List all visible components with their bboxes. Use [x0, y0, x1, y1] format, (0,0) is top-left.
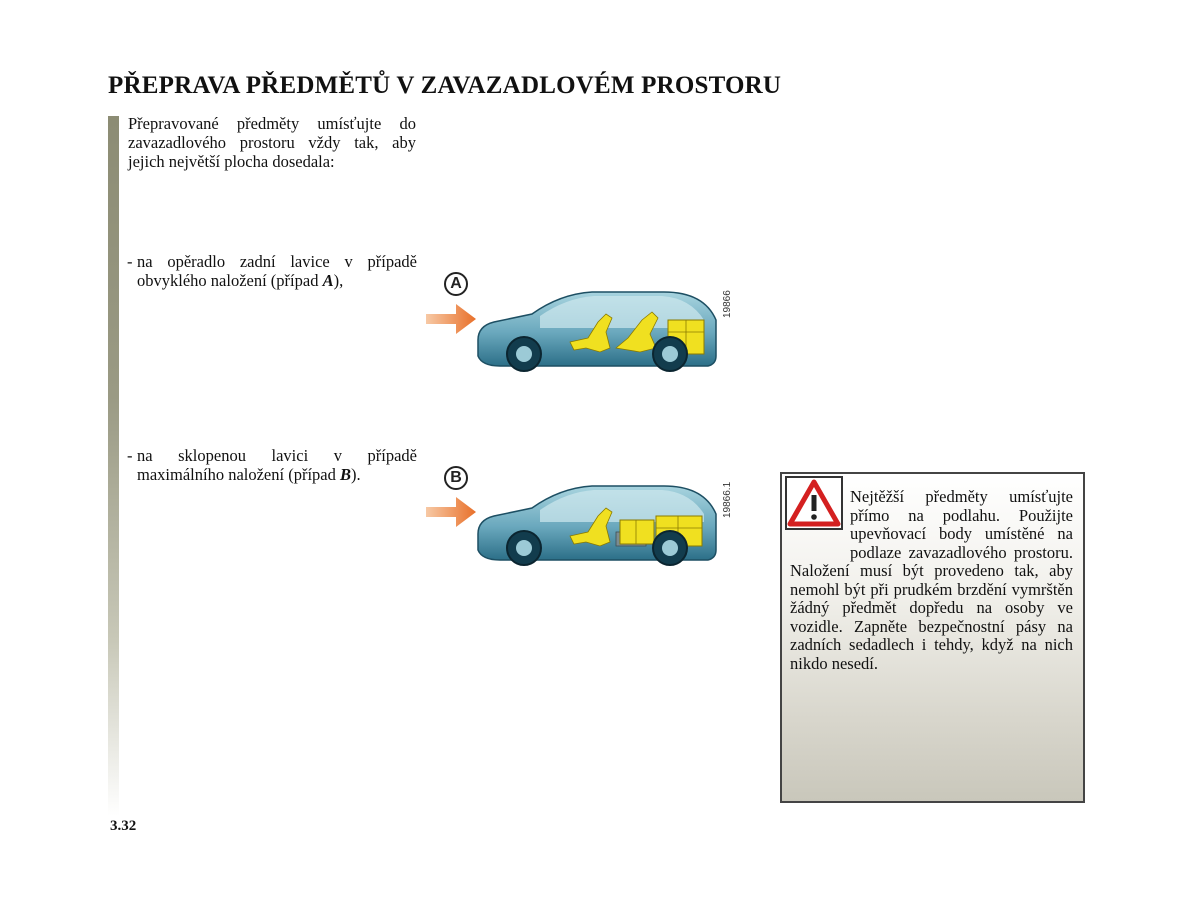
warning-text: Nejtěžší předměty umísťujte přímo na podlahu. Použijte upevňovací body umístěné na podlaze zavazadlového prostoru. Naložení musí být provedeno tak, aby nemohl být při prudkém brzdění vymrštěn žádný předmět dopředu na osoby ve vozidle. Zapněte bezpečnostní pásy na zadních sedadlech i tehdy, když na nich nikdo nesedí.: [790, 487, 1073, 673]
case-a-badge: A: [444, 272, 468, 296]
intro-paragraph: [128, 114, 416, 171]
case-b-badge: B: [444, 466, 468, 490]
car-illustration-normal-load: [420, 282, 730, 378]
bullet-dash: -: [127, 446, 133, 465]
bullet-line: obvyklého naložení (případ A),: [137, 271, 344, 290]
bullet-line: na opěradlo zadní lavice v případě: [137, 252, 417, 271]
section-side-bar: [108, 116, 119, 816]
intro-line: Přepravované předměty umísťujte do: [128, 114, 416, 133]
bullet-case-a: [127, 252, 417, 290]
luggage-block: [620, 520, 654, 544]
intro-line: jejich největší plocha dosedala:: [128, 152, 335, 171]
page-title: PŘEPRAVA PŘEDMĚTŮ V ZAVAZADLOVÉM PROSTORU: [108, 72, 782, 99]
bullet-dash: -: [127, 252, 133, 271]
direction-arrow: [426, 304, 476, 334]
bullet-line: na sklopenou lavici v případě: [137, 446, 417, 465]
case-letter: B: [339, 465, 351, 484]
bullet-line: maximálního naložení (případ B).: [137, 465, 361, 484]
figure-code-b: 19866.1: [722, 481, 733, 518]
car-illustration-maximum-load: [420, 476, 730, 572]
intro-line: zavazadlového prostoru vždy tak, aby: [128, 133, 416, 152]
case-letter: A: [322, 271, 334, 290]
bullet-case-b: [127, 446, 417, 484]
figure-code-a: 19866: [722, 290, 733, 318]
page-number: 3.32: [110, 818, 137, 834]
direction-arrow: [426, 497, 476, 527]
